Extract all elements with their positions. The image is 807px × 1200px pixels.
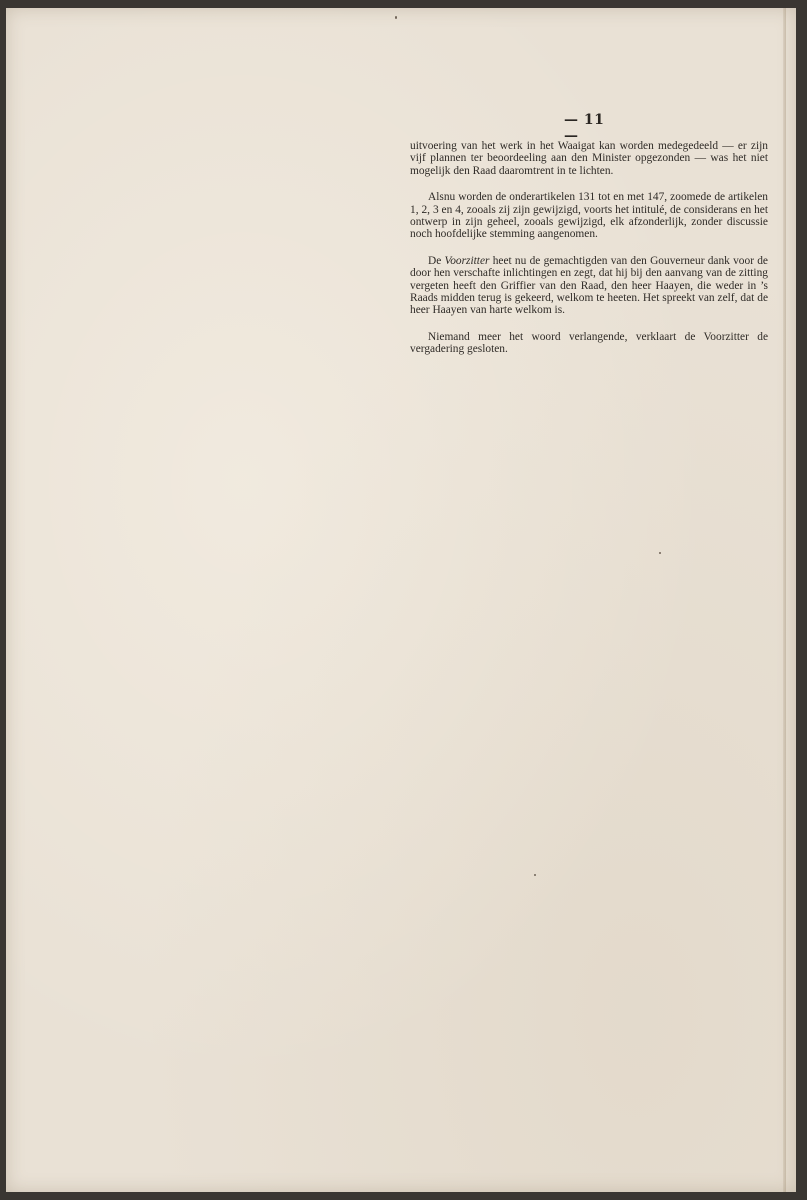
page-edge-shadow — [783, 8, 786, 1192]
paragraph-4: Niemand meer het woord verlangende, verklaart de Voorzitter de vergadering gesloten. — [410, 330, 768, 356]
document-page — [6, 8, 796, 1192]
paper-speck — [534, 874, 536, 876]
paragraph-3 — [410, 255, 768, 317]
paragraph-3-italic: Voorzitter — [444, 254, 490, 267]
paragraph-3-suffix: heet nu de gemachtigden van den Gouverneur dank voor de door hen verschafte inlichtingen en zegt, dat hij bij den aanvang van de zitting vergeten heeft den Griffier van den Raad, den heer Haayen, die weder in ’s Raads midden terug is gekeerd, welkom te heeten. Het spreekt van zelf, dat de heer Haayen van harte welkom is. — [410, 254, 768, 317]
page-number: — 11 — — [564, 112, 605, 144]
paragraph-2: Alsnu worden de onderartikelen 131 tot en met 147, zoomede de artikelen 1, 2, 3 en 4, zooals zij zijn gewijzigd, voorts het intitulé, de considerans en het ontwerp in zijn geheel, zooals gewijzigd, elk afzonderlijk, zonder discussie noch hoofdelijke stemming aangenomen. — [410, 191, 768, 241]
paper-speck — [395, 16, 397, 19]
paragraph-1: uitvoering van het werk in het Waaigat kan worden medegedeeld — er zijn vijf plannen ter beoordeeling aan den Minister opgezonden — was het niet mogelijk den Raad daaromtrent in te lichten. — [410, 140, 768, 177]
paragraph-3-prefix: De — [428, 254, 445, 267]
paper-speck — [659, 552, 661, 554]
text-column — [410, 140, 768, 370]
